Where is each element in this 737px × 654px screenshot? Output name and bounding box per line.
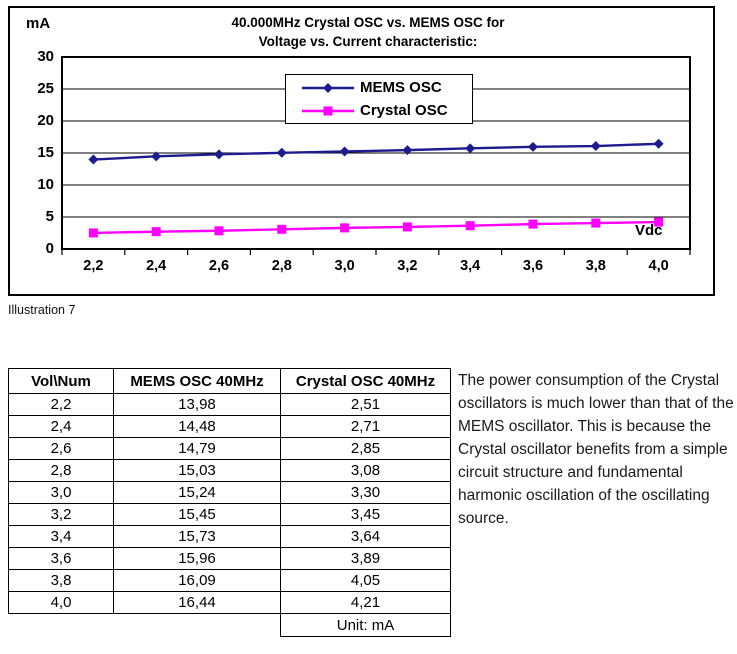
table-cell: 15,03	[114, 460, 281, 482]
table-cell: 3,8	[9, 570, 114, 592]
data-point-marker	[277, 225, 286, 234]
legend-item	[302, 100, 472, 121]
table-cell: 14,48	[114, 416, 281, 438]
unit-label-cell: Unit: mA	[281, 614, 451, 637]
x-tick-label: 3,8	[585, 258, 606, 274]
data-point-marker	[277, 148, 287, 158]
table-row	[9, 460, 451, 482]
data-point-marker	[214, 149, 224, 159]
data-point-marker	[215, 226, 224, 235]
table-cell: 16,09	[114, 570, 281, 592]
table-cell: 2,4	[9, 416, 114, 438]
y-tick-label: 0	[45, 240, 54, 257]
chart-container	[8, 6, 715, 296]
data-point-marker	[466, 221, 475, 230]
table-body	[9, 394, 451, 614]
table-row	[9, 416, 451, 438]
table-cell: 2,8	[9, 460, 114, 482]
diamond-marker-icon	[302, 82, 354, 94]
table-row	[9, 394, 451, 416]
y-tick-label: 25	[37, 80, 54, 97]
x-axis-unit-label: Vdc	[635, 222, 663, 239]
table-row	[9, 526, 451, 548]
table-row	[9, 592, 451, 614]
y-tick-label: 10	[37, 176, 54, 193]
data-point-marker	[152, 227, 161, 236]
table-cell: 3,89	[281, 548, 451, 570]
table-row	[9, 570, 451, 592]
table-cell: 3,30	[281, 482, 451, 504]
table-cell: 13,98	[114, 394, 281, 416]
table-footer	[9, 614, 451, 637]
table-cell: 16,44	[114, 592, 281, 614]
y-axis-unit-label: mA	[26, 15, 51, 32]
data-point-marker	[654, 139, 664, 149]
x-tick-label: 3,6	[522, 258, 544, 274]
data-point-marker	[529, 220, 538, 229]
table-cell: 2,6	[9, 438, 114, 460]
data-point-marker	[591, 141, 601, 151]
y-tick-label: 30	[37, 48, 54, 65]
description-paragraph: The power consumption of the Crystal oscillators is much lower than that of the MEMS oscillator. This is because the Crystal oscillator benefits from a simple circuit structure and fundamental harmonic oscillation of the oscillating source.	[458, 372, 734, 527]
x-tick-label: 4,0	[648, 258, 669, 274]
table-cell: 2,51	[281, 394, 451, 416]
illustration-caption: Illustration 7	[8, 303, 76, 317]
table-cell: 3,08	[281, 460, 451, 482]
x-tick-label: 2,2	[83, 258, 104, 274]
chart-title-line1: 40.000MHz Crystal OSC vs. MEMS OSC for	[231, 15, 505, 30]
table-cell: 3,4	[9, 526, 114, 548]
table-cell: 14,79	[114, 438, 281, 460]
table-row	[9, 482, 451, 504]
table-cell: 15,24	[114, 482, 281, 504]
table-cell: 2,2	[9, 394, 114, 416]
legend-label: Crystal OSC	[360, 102, 448, 119]
header-vol-num: Vol\Num	[9, 369, 114, 394]
square-marker-icon	[302, 105, 354, 117]
chart-title	[54, 13, 682, 51]
footer-empty-cell	[9, 614, 114, 637]
data-point-marker	[88, 155, 98, 165]
x-tick-label: 3,4	[460, 258, 481, 274]
x-tick-label: 3,0	[334, 258, 355, 274]
legend-item	[302, 77, 472, 98]
y-tick-label: 15	[37, 144, 54, 161]
table-cell: 15,96	[114, 548, 281, 570]
table-cell: 2,85	[281, 438, 451, 460]
table-cell: 2,71	[281, 416, 451, 438]
data-point-marker	[89, 228, 98, 237]
data-point-marker	[403, 222, 412, 231]
series-line-crystal-osc	[93, 222, 658, 233]
data-point-marker	[465, 143, 475, 153]
table-header	[9, 369, 451, 394]
table-cell: 15,45	[114, 504, 281, 526]
table-cell: 4,05	[281, 570, 451, 592]
table-cell: 4,0	[9, 592, 114, 614]
series-line-mems-osc	[93, 144, 658, 160]
data-point-marker	[340, 146, 350, 156]
header-mems-osc: MEMS OSC 40MHz	[114, 369, 281, 394]
data-point-marker	[528, 142, 538, 152]
y-tick-label: 20	[37, 112, 54, 129]
table-cell: 3,64	[281, 526, 451, 548]
header-crystal-osc: Crystal OSC 40MHz	[281, 369, 451, 394]
x-tick-label: 2,6	[208, 258, 230, 274]
chart-legend	[285, 74, 473, 124]
data-point-marker	[340, 223, 349, 232]
data-point-marker	[402, 145, 412, 155]
table-cell: 15,73	[114, 526, 281, 548]
table-row	[9, 438, 451, 460]
table-cell: 3,6	[9, 548, 114, 570]
table-row	[9, 548, 451, 570]
table-row	[9, 504, 451, 526]
y-tick-label: 5	[45, 208, 54, 225]
footer-empty-cell	[114, 614, 281, 637]
legend-label: MEMS OSC	[360, 79, 442, 96]
table-cell: 3,0	[9, 482, 114, 504]
table-cell: 4,21	[281, 592, 451, 614]
table-cell: 3,2	[9, 504, 114, 526]
x-tick-label: 2,4	[146, 258, 167, 274]
data-point-marker	[591, 219, 600, 228]
table-cell: 3,45	[281, 504, 451, 526]
x-tick-label: 3,2	[397, 258, 418, 274]
chart-title-line2: Voltage vs. Current characteristic:	[258, 34, 478, 49]
table-footer-row	[9, 614, 451, 637]
data-table	[8, 368, 451, 637]
x-tick-label: 2,8	[271, 258, 292, 274]
table-header-row	[9, 369, 451, 394]
